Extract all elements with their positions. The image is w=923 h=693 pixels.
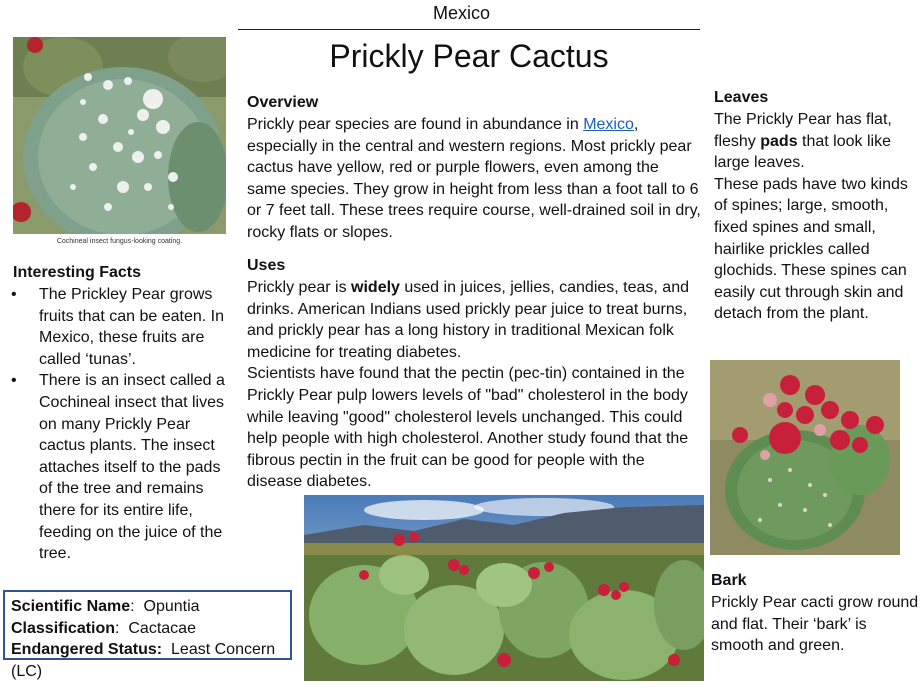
bark-heading: Bark <box>711 572 747 589</box>
overview-text: Prickly pear species are found in abundance in Mexico, especially in the central and western regions. Most prickly pear cactus have yellow, red or purple flowers, even among the same species. They grow in height from less than a foot tall to 6 or 7 feet tall. These trees require course, well-drained soil in dry, rocky flats or slopes. <box>247 116 701 241</box>
endangered-status-row: Endangered Status: Least Concern (LC) <box>11 641 276 680</box>
fact-item: • There is an insect called a Cochineal insect that lives on many Prickly Pear cactus plants. The insect attaches itself to the pads of the tree and remains there for its entire life, feeding on the juice of the tree. <box>11 372 225 563</box>
cochineal-image <box>13 37 226 234</box>
leaves-text <box>714 109 916 325</box>
scientific-name-row: Scientific Name: Opuntia <box>11 598 200 615</box>
overview-heading: Overview <box>247 94 319 111</box>
fact-item: • The Prickley Pear grows fruits that can be eaten. In Mexico, these fruits are called ‘tunas’. <box>11 286 225 368</box>
region-heading: Mexico <box>432 3 490 23</box>
mexico-link[interactable]: Mexico <box>583 116 634 133</box>
leaves-heading: Leaves <box>714 89 769 106</box>
cactus-landscape-image <box>304 495 704 681</box>
uses-heading: Uses <box>247 257 286 274</box>
cactus-fruit-image <box>710 360 900 555</box>
page-title: Prickly Pear Cactus <box>329 38 609 74</box>
interesting-facts-heading: Interesting Facts <box>13 264 142 281</box>
leaves-paragraph: These pads have two kinds of spines; large, smooth, fixed spines and small, hairlike prickles called glochids. These spines can easily cut through skin and detach from the plant. <box>714 175 908 323</box>
uses-paragraph: Prickly pear is widely used in juices, jellies, candies, teas, and drinks. American Indians used prickly pear juice to treat burns, and prickly pear has a long history in traditional Mexican folk medicine for treating diabetes. <box>247 279 689 361</box>
uses-text <box>247 277 702 493</box>
classification-row: Classification: Cactacae <box>11 619 196 637</box>
title-divider <box>238 29 700 30</box>
cochineal-caption: Cochineal insect fungus-looking coating. <box>56 238 183 245</box>
uses-paragraph: Scientists have found that the pectin (pec-tin) contained in the Prickly Pear pulp lowers levels of "bad" cholesterol in the body while leaving "good" cholesterol levels unchanged. This could help people with high cholesterol. Another study found that the fibrous pectin in the fruit can be good for people with the disease diabetes. <box>247 365 689 491</box>
interesting-facts-list <box>11 284 225 565</box>
bark-text: Prickly Pear cacti grow round and flat. Their ‘bark’ is smooth and green. <box>711 594 919 655</box>
leaves-paragraph: The Prickly Pear has flat, fleshy pads that look like large leaves. <box>714 111 892 172</box>
classification-box <box>3 590 292 680</box>
